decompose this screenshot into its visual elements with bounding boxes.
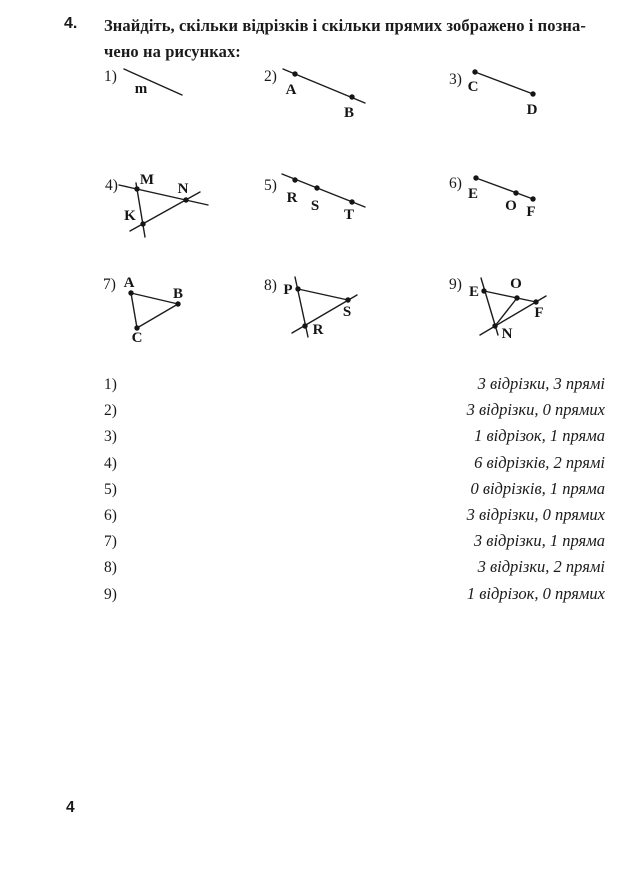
page-number: 4 [66,799,75,816]
problem-number: 4. [64,15,78,32]
answer-row-7 [104,531,605,557]
answer-item-text: 3 відрізки, 0 прямих [466,400,605,420]
point-dot [128,290,133,295]
point-label: F [526,204,536,220]
answer-item-number: 7) [104,533,117,551]
point-label: O [510,276,522,292]
answer-row-2 [104,400,605,426]
point-dot [183,197,188,202]
point-dot [514,295,519,300]
line-label: m [134,81,148,97]
figure-5-number: 5) [264,177,277,194]
answer-item-text: 1 відрізок, 1 пряма [474,426,605,446]
answer-item-number: 9) [104,585,117,603]
point-label: A [285,82,297,98]
point-dot [292,71,297,76]
point-label: O [505,198,517,214]
figure-6-drawing [440,165,620,245]
figure-line [124,69,182,95]
point-label: C [467,79,479,95]
point-dot [345,297,350,302]
point-label: E [467,186,479,202]
point-label: R [312,322,324,338]
figure-line [476,178,533,199]
answer-item-text: 3 відрізки, 3 прямі [477,374,605,393]
answer-row-5 [104,479,605,505]
statement-line-1: Знайдіть, скільки відрізків і скільки прямих зображено і позна- [104,16,586,35]
point-dot [175,301,180,306]
figure-line [131,293,178,304]
figure-4-drawing [105,168,220,246]
point-dot [140,221,145,226]
point-dot [349,199,354,204]
point-label: B [343,105,355,121]
answer-item-number: 2) [104,402,117,420]
answer-item-number: 6) [104,506,117,524]
answer-item-number: 3) [104,428,117,446]
answer-item-text: 3 відрізки, 1 пряма [473,531,605,551]
point-label: R [286,190,298,206]
figure-8-number: 8) [264,277,277,294]
answer-item-number: 1) [104,376,117,393]
figure-line [131,293,137,328]
answer-item-text: 3 відрізки, 0 прямих [466,504,605,524]
point-label: A [123,275,135,291]
answer-row-3 [104,426,605,452]
figure-3-number: 3) [449,71,462,88]
point-dot [472,69,477,74]
figure-7-drawing [95,265,275,355]
point-label: N [501,326,513,342]
answer-row-1 [104,374,605,400]
statement-line-2: чено на рисунках: [104,41,241,61]
figure-line [137,304,178,328]
answer-item-text: 3 відрізки, 2 прямі [477,557,605,577]
figure-3-drawing [440,60,620,130]
figure-2-drawing [255,60,435,130]
point-dot [530,91,535,96]
point-label: T [343,207,355,223]
problem-statement [104,13,610,64]
answer-item-text: 1 відрізок, 0 прямих [466,583,605,603]
answer-item-text: 6 відрізків, 2 прямі [474,452,605,472]
figure-8-drawing [255,265,435,355]
answer-item-number: 4) [104,454,117,472]
figure-line [475,72,533,94]
point-dot [134,186,139,191]
answer-row-4 [104,453,605,479]
figure-5-drawing [255,165,435,245]
figure-line [298,289,348,300]
point-label: P [283,282,293,298]
figure-4-number: 4) [105,177,118,194]
figure-1-number: 1) [104,68,117,85]
answer-item-text: 0 відрізків, 1 пряма [470,478,605,498]
point-label: N [177,181,189,197]
answer-row-8 [104,557,605,583]
point-label: B [172,286,184,302]
point-dot [292,177,297,182]
figure-9-drawing [450,265,580,355]
point-label: E [468,284,480,300]
point-label: S [310,198,320,214]
point-dot [349,94,354,99]
point-dot [481,288,486,293]
figure-1-drawing [100,62,280,124]
point-label: S [342,304,352,320]
point-dot [492,323,497,328]
point-dot [533,299,538,304]
answer-item-number: 8) [104,559,117,577]
point-dot [530,196,535,201]
point-label: C [131,330,143,346]
point-dot [302,323,307,328]
figure-line [484,291,536,302]
point-dot [473,175,478,180]
point-label: M [139,172,155,188]
answers-list [104,374,605,610]
figure-9-number: 9) [449,276,462,293]
figure-2-number: 2) [264,68,277,85]
figure-line [495,298,517,326]
figure-7-number: 7) [103,276,116,293]
figure-6-number: 6) [449,175,462,192]
point-dot [295,286,300,291]
point-label: K [124,208,136,224]
point-dot [513,190,518,195]
point-dot [314,185,319,190]
point-label: F [534,305,544,321]
point-label: D [526,102,538,118]
answer-row-9 [104,584,605,610]
answer-item-number: 5) [104,480,117,498]
answer-row-6 [104,505,605,531]
